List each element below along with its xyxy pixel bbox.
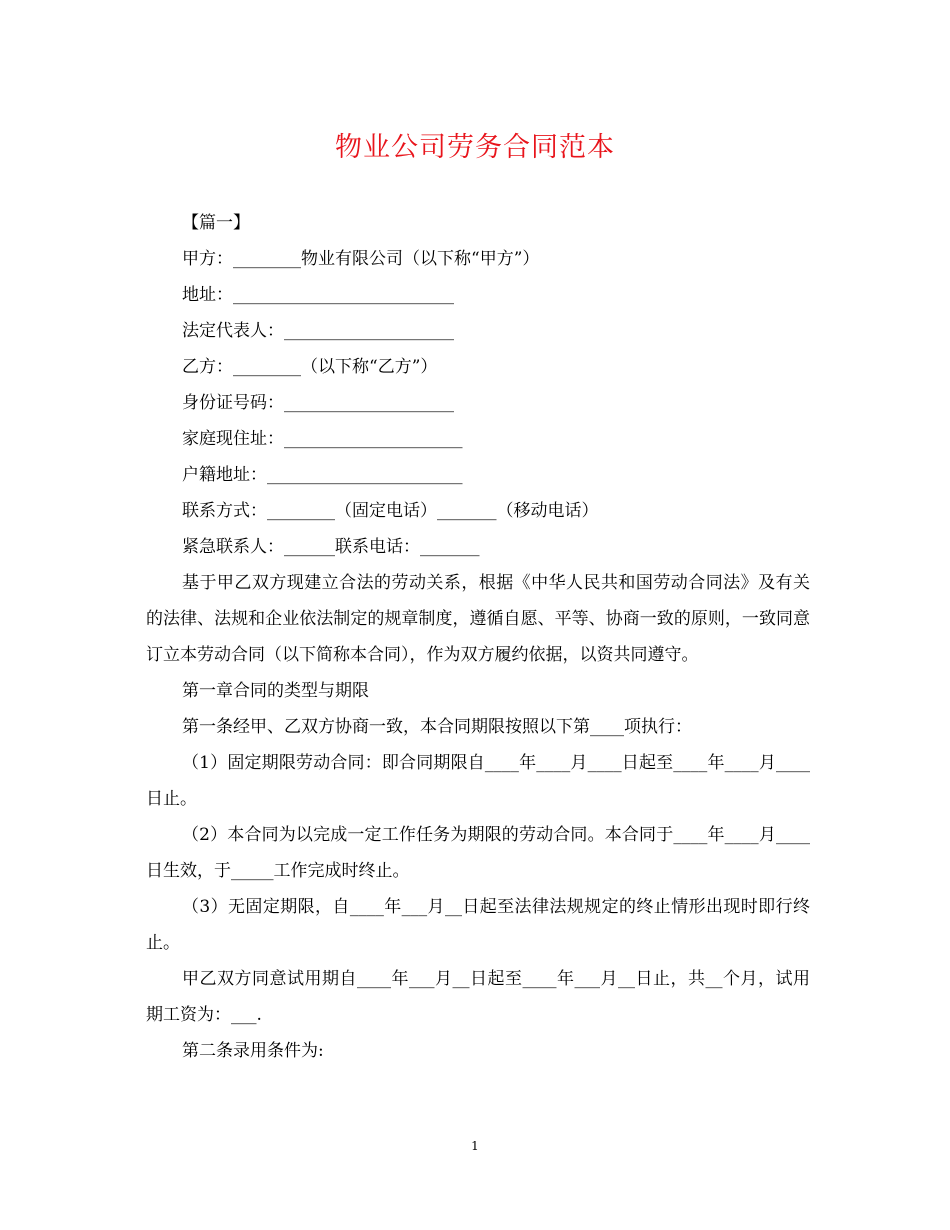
term-option-3: （3）无固定期限，自____年___月__日起至法律法规规定的终止情形出现时即行终止。 [146,897,810,953]
page-number: 1 [471,1139,479,1153]
section-heading-part-one: 【篇一】 [182,213,250,233]
chapter-one-heading: 第一章合同的类型与期限 [182,681,369,701]
legal-representative-line: 法定代表人：____________________ [182,321,454,341]
party-b-line: 乙方：________（以下称“乙方”） [182,357,438,377]
article-two-heading: 第二条录用条件为: [182,1041,324,1061]
address-line: 地址：__________________________ [182,285,454,305]
household-address-line: 户籍地址：_______________________ [182,465,463,485]
contact-line: 联系方式：________（固定电话）_______（移动电话） [182,501,599,521]
document-body [146,205,810,1069]
emergency-contact-line: 紧急联系人：______联系电话：_______ [182,537,480,557]
party-a-line: 甲方：________物业有限公司（以下称“甲方”） [182,249,540,269]
preamble-paragraph: 基于甲乙双方现建立合法的劳动关系，根据《中华人民共和国劳动合同法》及有关的法律、法规和企业依法制定的规章制度，遵循自愿、平等、协商一致的原则，一致同意订立本劳动合同（以下简称本合同），作为双方履约依据，以资共同遵守。 [146,573,810,665]
id-number-line: 身份证号码：____________________ [182,393,454,413]
term-option-2: （2）本合同为以完成一定工作任务为期限的劳动合同。本合同于____年____月____日生效，于_____工作完成时终止。 [146,825,810,881]
probation-paragraph: 甲乙双方同意试用期自____年___月__日起至____年___月__日止，共__个月，试用期工资为：___. [146,969,810,1025]
term-option-1: （1）固定期限劳动合同：即合同期限自____年____月____日起至____年____月____日止。 [146,753,810,809]
article-one-paragraph: 第一条经甲、乙双方协商一致，本合同期限按照以下第____项执行： [182,717,692,737]
home-address-line: 家庭现住址：_____________________ [182,429,463,449]
document-title: 物业公司劳务合同范本 [335,132,615,163]
